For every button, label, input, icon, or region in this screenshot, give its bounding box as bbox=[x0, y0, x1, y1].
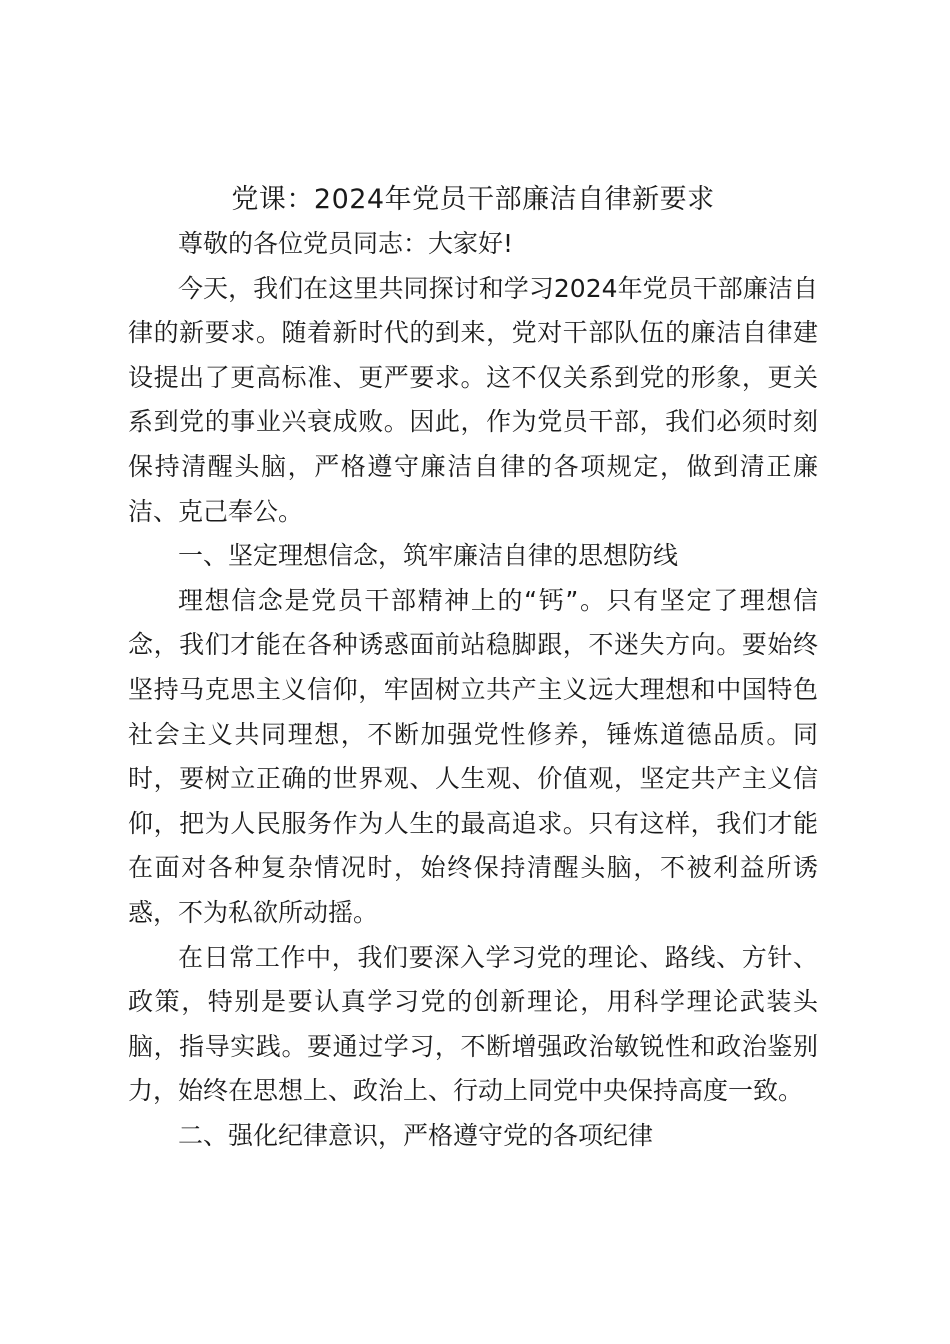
intro-paragraph: 今天，我们在这里共同探讨和学习2024年党员干部廉洁自律的新要求。随着新时代的到来，党对干部队伍的廉洁自律建设提出了更高标准、更严要求。这不仅关系到党的形象，更关系到党的事业兴衰成败。因此，作为党员干部，我们必须时刻保持清醒头脑，严格遵守廉洁自律的各项规定，做到清正廉洁、克己奉公。 bbox=[128, 273, 818, 526]
section-heading-1: 一、坚定理想信念，筑牢廉洁自律的思想防线 bbox=[178, 541, 679, 571]
section-heading-2: 二、强化纪律意识，严格遵守党的各项纪律 bbox=[178, 1120, 654, 1150]
document-title: 党课：2024年党员干部廉洁自律新要求 bbox=[231, 184, 715, 215]
greeting: 尊敬的各位党员同志：大家好! bbox=[178, 229, 514, 258]
section1-paragraph-1: 理想信念是党员干部精神上的“钙”。只有坚定了理想信念，我们才能在各种诱惑面前站稳脚跟，不迷失方向。要始终坚持马克思主义信仰，牢固树立共产主义远大理想和中国特色社会主义共同理想，不断加强党性修养，锤炼道德品质。同时，要树立正确的世界观、人生观、价值观，坚定共产主义信仰，把为人民服务作为人生的最高追求。只有这样，我们才能在面对各种复杂情况时，始终保持清醒头脑，不被利益所诱惑，不为私欲所动摇。 bbox=[128, 585, 818, 927]
section1-paragraph-2: 在日常工作中，我们要深入学习党的理论、路线、方针、政策，特别是要认真学习党的创新理论，用科学理论武装头脑，指导实践。要通过学习，不断增强政治敏锐性和政治鉴别力，始终在思想上、政治上、行动上同党中央保持高度一致。 bbox=[128, 942, 818, 1106]
document-page bbox=[128, 178, 818, 1158]
